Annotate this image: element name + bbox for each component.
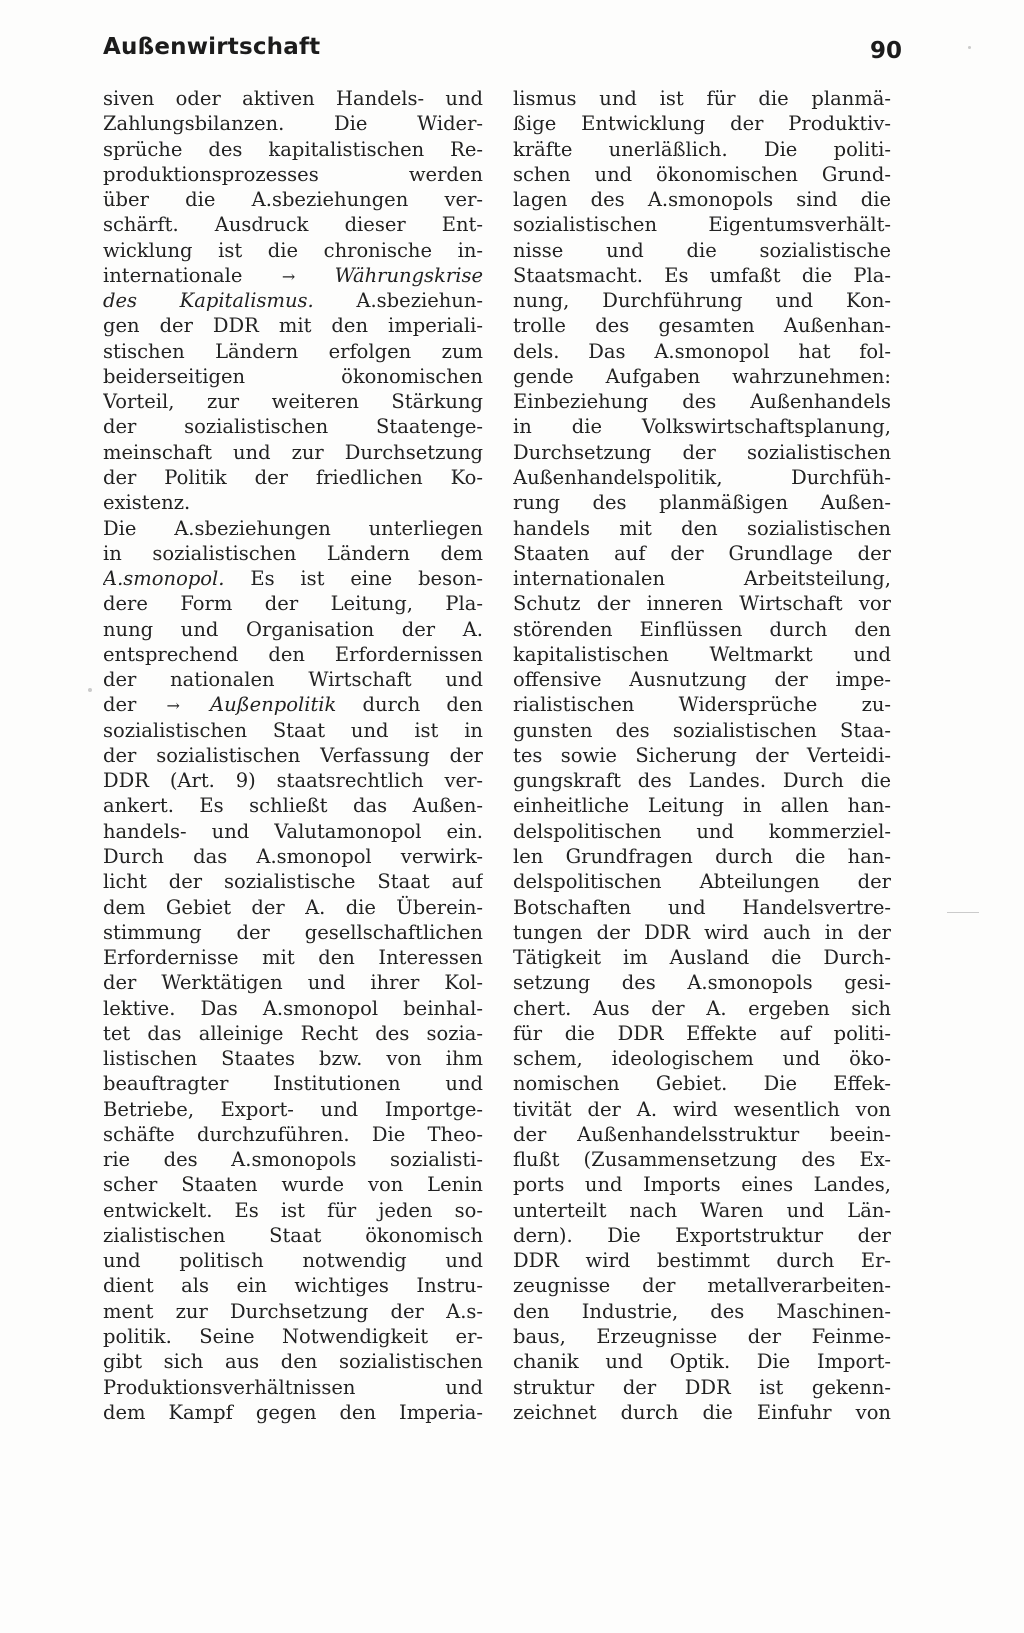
cross-reference-term: A.smonopol. — [103, 567, 225, 591]
text-line: kräfte unerläßlich. Die politi- — [513, 137, 891, 161]
page-number: 90 — [870, 38, 903, 64]
text-line: gunsten des sozialistischen Staa- — [513, 718, 891, 742]
text-line: nung, Durchführung und Kon- — [513, 289, 891, 313]
text-line: der Außenhandelsstruktur beein- — [513, 1122, 891, 1146]
text-line: Durchsetzung der sozialistischen — [513, 440, 891, 464]
text-line: dere Form der Leitung, Pla- — [103, 592, 483, 616]
text-line: Die A.sbeziehungen unterliegen — [103, 516, 483, 540]
text-line: rialistischen Widersprüche zu- — [513, 693, 891, 717]
text-line: lektive. Das A.smonopol beinhal- — [103, 996, 483, 1020]
text-fragment: Es ist eine beson- — [224, 567, 483, 591]
text-line: ankert. Es schließt das Außen- — [103, 794, 483, 818]
text-line: und politisch notwendig und — [103, 1249, 483, 1273]
text-line: Staaten auf der Grundlage der — [513, 541, 891, 565]
text-line: Staatsmacht. Es umfaßt die Pla- — [513, 263, 891, 287]
text-line: sozialistischen Eigentumsverhält- — [513, 213, 891, 237]
text-line: entwickelt. Es ist für jeden so- — [103, 1198, 483, 1222]
text-fragment: der — [103, 693, 163, 717]
text-line: zeichnet durch die Einfuhr von — [513, 1400, 891, 1424]
text-line: offensive Ausnutzung der impe- — [513, 668, 891, 692]
text-line: baus, Erzeugnisse der Feinme- — [513, 1325, 891, 1349]
text-line: Zahlungsbilanzen. Die Wider- — [103, 112, 483, 136]
text-line: internationalen Arbeitsteilung, — [513, 567, 891, 591]
text-line: störenden Einflüssen durch den — [513, 617, 891, 641]
text-fragment: A.sbeziehun- — [313, 289, 483, 313]
text-line: nung und Organisation der A. — [103, 617, 483, 641]
text-line: sprüche des kapitalistischen Re- — [103, 137, 483, 161]
text-line: sozialistischen Staat und ist in — [103, 718, 483, 742]
text-line: schem, ideologischem und öko- — [513, 1047, 891, 1071]
text-line: chert. Aus der A. ergeben sich — [513, 996, 891, 1020]
text-line: delspolitischen Abteilungen der — [513, 870, 891, 894]
text-line: listischen Staates bzw. von ihm — [103, 1047, 483, 1071]
text-line: schäfte durchzuführen. Die Theo- — [103, 1122, 483, 1146]
text-fragment: durch den — [336, 693, 483, 717]
text-line: rung des planmäßigen Außen- — [513, 491, 891, 515]
text-line: der sozialistischen Staatenge- — [103, 415, 483, 439]
text-line: der Politik der friedlichen Ko- — [103, 465, 483, 489]
text-line: wicklung ist die chronische in- — [103, 238, 483, 262]
text-line: DDR wird bestimmt durch Er- — [513, 1249, 891, 1273]
text-line: dient als ein wichtiges Instru- — [103, 1274, 483, 1298]
text-line: lagen des A.smonopols sind die — [513, 188, 891, 212]
text-line: schen und ökonomischen Grund- — [513, 162, 891, 186]
scan-speck — [947, 912, 979, 913]
text-line: nomischen Gebiet. Die Effek- — [513, 1072, 891, 1096]
cross-reference-term: Währungskrise — [299, 263, 483, 287]
text-line: in die Volkswirtschaftsplanung, — [513, 415, 891, 439]
text-line: tivität der A. wird wesentlich von — [513, 1097, 891, 1121]
text-line: gen der DDR mit den imperiali- — [103, 314, 483, 338]
text-line: meinschaft und zur Durchsetzung — [103, 440, 483, 464]
text-line: schärft. Ausdruck dieser Ent- — [103, 213, 483, 237]
text-line: Schutz der inneren Wirtschaft vor — [513, 592, 891, 616]
text-line — [103, 288, 483, 313]
text-line: in sozialistischen Ländern dem — [103, 541, 483, 565]
cross-reference-arrow-icon: → — [281, 266, 296, 286]
running-head: Außenwirtschaft — [103, 34, 321, 60]
text-line: einheitliche Leitung in allen han- — [513, 794, 891, 818]
text-line: der Werktätigen und ihrer Kol- — [103, 971, 483, 995]
text-line: Tätigkeit im Ausland die Durch- — [513, 946, 891, 970]
text-line: lismus und ist für die planmä- — [513, 87, 891, 110]
text-line: zialistischen Staat ökonomisch — [103, 1223, 483, 1247]
text-line: tungen der DDR wird auch in der — [513, 920, 891, 944]
text-line: licht der sozialistische Staat auf — [103, 870, 483, 894]
text-line: Vorteil, zur weiteren Stärkung — [103, 390, 483, 414]
text-line: beauftragter Institutionen und — [103, 1072, 483, 1096]
text-line: DDR (Art. 9) staatsrechtlich ver- — [103, 769, 483, 793]
text-line: gende Aufgaben wahrzunehmen: — [513, 364, 891, 388]
text-line: Durch das A.smonopol verwirk- — [103, 844, 483, 868]
cross-reference-term: Außenpolitik — [183, 693, 337, 717]
text-line: siven oder aktiven Handels- und — [103, 87, 483, 110]
scan-speck — [88, 688, 92, 692]
text-line: dern). Die Exportstruktur der — [513, 1223, 891, 1247]
text-line: dem Gebiet der A. die Überein- — [103, 895, 483, 919]
text-fragment: internationale — [103, 263, 278, 287]
text-line: beiderseitigen ökonomischen — [103, 364, 483, 388]
text-line: dels. Das A.smonopol hat fol- — [513, 339, 891, 363]
text-line: politik. Seine Notwendigkeit er- — [103, 1325, 483, 1349]
text-line: scher Staaten wurde von Lenin — [103, 1173, 483, 1197]
text-line: ports und Imports eines Landes, — [513, 1173, 891, 1197]
text-line: Produktionsverhältnissen und — [103, 1375, 483, 1399]
text-line: produktionsprozesses werden — [103, 162, 483, 186]
text-line: den Industrie, des Maschinen- — [513, 1299, 891, 1323]
text-line: stimmung der gesellschaftlichen — [103, 920, 483, 944]
text-line: kapitalistischen Weltmarkt und — [513, 642, 891, 666]
right-text-column — [513, 86, 891, 1425]
text-line: über die A.sbeziehungen ver- — [103, 188, 483, 212]
text-line: struktur der DDR ist gekenn- — [513, 1375, 891, 1399]
text-line: setzung des A.smonopols gesi- — [513, 971, 891, 995]
text-line: der nationalen Wirtschaft und — [103, 668, 483, 692]
text-line: Botschaften und Handelsvertre- — [513, 895, 891, 919]
text-line: handels mit den sozialistischen — [513, 516, 891, 540]
left-text-column — [103, 86, 483, 1425]
text-line — [103, 692, 483, 717]
text-line: rie des A.smonopols sozialisti- — [103, 1148, 483, 1172]
text-line — [103, 566, 483, 591]
text-line: dem Kampf gegen den Imperia- — [103, 1400, 483, 1424]
cross-reference-term: des Kapitalismus. — [103, 289, 314, 313]
text-line: ßige Entwicklung der Produktiv- — [513, 112, 891, 136]
text-line: tet das alleinige Recht des sozia- — [103, 1021, 483, 1045]
text-line: gibt sich aus den sozialistischen — [103, 1350, 483, 1374]
text-line: ment zur Durchsetzung der A.s- — [103, 1299, 483, 1323]
text-line: für die DDR Effekte auf politi- — [513, 1021, 891, 1045]
text-line: nisse und die sozialistische — [513, 238, 891, 262]
text-line: stischen Ländern erfolgen zum — [103, 339, 483, 363]
text-line: Außenhandelspolitik, Durchfüh- — [513, 465, 891, 489]
text-line: zeugnisse der metallverarbeiten- — [513, 1274, 891, 1298]
text-line: Betriebe, Export- und Importge- — [103, 1097, 483, 1121]
text-line: der sozialistischen Verfassung der — [103, 743, 483, 767]
text-line: entsprechend den Erfordernissen — [103, 642, 483, 666]
cross-reference-arrow-icon: → — [166, 696, 180, 716]
text-line: gungskraft des Landes. Durch die — [513, 769, 891, 793]
text-line: unterteilt nach Waren und Län- — [513, 1198, 891, 1222]
text-line: tes sowie Sicherung der Verteidi- — [513, 743, 891, 767]
text-line — [103, 263, 483, 288]
text-line: flußt (Zusammensetzung des Ex- — [513, 1148, 891, 1172]
text-line: Einbeziehung des Außenhandels — [513, 390, 891, 414]
text-line: handels- und Valutamonopol ein. — [103, 819, 483, 843]
text-line: trolle des gesamten Außenhan- — [513, 314, 891, 338]
text-line: len Grundfragen durch die han- — [513, 844, 891, 868]
text-line: existenz. — [103, 491, 191, 515]
text-line: Erfordernisse mit den Interessen — [103, 946, 483, 970]
text-line: chanik und Optik. Die Import- — [513, 1350, 891, 1374]
scan-speck — [968, 46, 971, 49]
text-line: delspolitischen und kommerziel- — [513, 819, 891, 843]
